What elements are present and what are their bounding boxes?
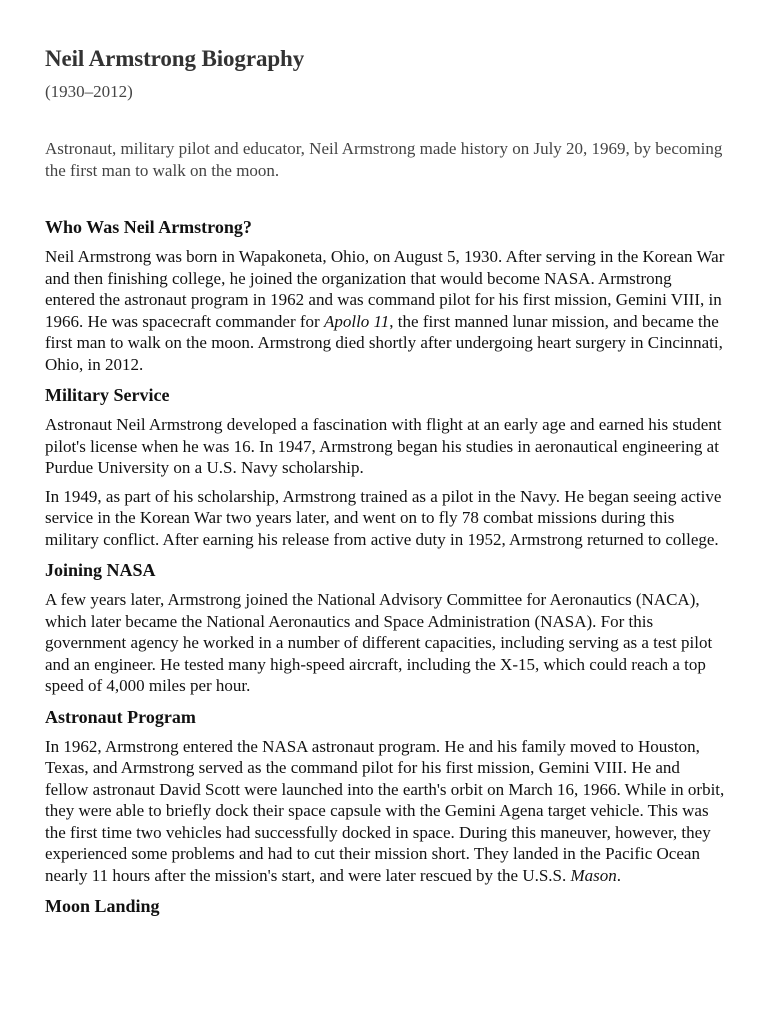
section-heading-moon-landing: Moon Landing [45,896,160,916]
paragraph-military-1: Astronaut Neil Armstrong developed a fascination with flight at an early age and earned his student pilot's license when he was 16. In 1947, Armstrong began his studies in aeronautical engineering at Purdue University on a U.S. Navy scholarship. [45,415,722,477]
section-heading-astronaut-program: Astronaut Program [45,706,196,727]
paragraph-text: . [616,865,622,885]
section-heading-military-service: Military Service [45,385,170,405]
page-title: Neil Armstrong Biography [45,46,305,71]
section-heading-who-was: Who Was Neil Armstrong? [45,217,252,237]
paragraph-joining-nasa: A few years later, Armstrong joined the National Advisory Committee for Aeronautics (NACA), which later became the National Aeronautics and Space Administration (NASA). For this government agency he worked in a number of different capacities, including serving as a test pilot and an engineer. He tested many high-speed aircraft, including the X-15, which could reach a top speed of 4,000 miles per hour. [45,590,713,695]
paragraph-astronaut-program [45,736,725,887]
paragraph-who-was [45,246,725,375]
paragraph-military-2: In 1949, as part of his scholarship, Armstrong trained as a pilot in the Navy. He began seeing active service in the Korean War two years later, and went on to fly 78 combat missions during this military conflict. After earning his release from active duty in 1952, Armstrong returned to college. [45,486,722,549]
summary-paragraph: Astronaut, military pilot and educator, Neil Armstrong made history on July 20, 1969, by becoming the first man to walk on the moon. [45,139,723,180]
paragraph-text: , the first manned lunar mission, and became the first man to walk on the moon. Armstrong died shortly after undergoing heart surgery in Cincinnati, Ohio, in 2012. [45,311,723,374]
paragraph-italic-text: Apollo 11 [323,311,390,331]
article-body [45,214,725,925]
paragraph-italic-text: Mason [570,865,617,885]
paragraph-text: Neil Armstrong was born in Wapakoneta, Ohio, on August 5, 1930. After serving in the Korean War and then finishing college, he joined the organization that would become NASA. Armstrong entered the astronaut program in 1962 and was command pilot for his first mission, Gemini VIII, in 1966. He was spacecraft commander for [45,247,725,331]
paragraph-text: In 1962, Armstrong entered the NASA astronaut program. He and his family moved to Houston, Texas, and Armstrong served as the command pilot for his first mission, Gemini VIII. He and fellow astronaut David Scott were launched into the earth's orbit on March 16, 1966. While in orbit, they were able to briefly dock their space capsule with the Gemini Agena target vehicle. This was the first time two vehicles had successfully docked in space. During this maneuver, however, they experienced some problems and had to cut their mission short. They landed in the Pacific Ocean nearly 11 hours after the mission's start, and were later rescued by the U.S.S. [45,736,725,885]
section-heading-joining-nasa: Joining NASA [45,560,156,580]
life-dates: (1930–2012) [45,82,133,101]
